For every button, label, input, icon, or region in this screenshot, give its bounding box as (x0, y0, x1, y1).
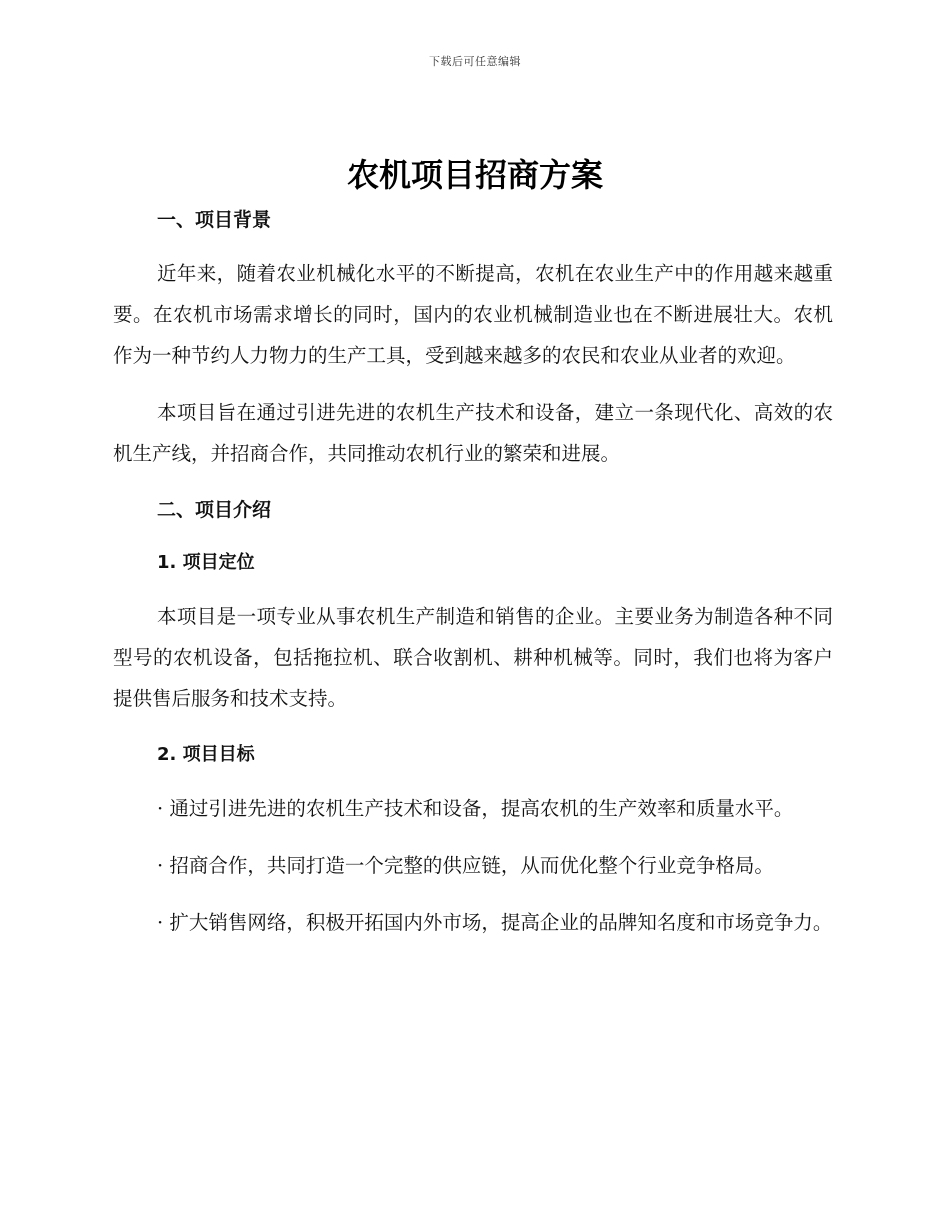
document-title: 农机项目招商方案 (346, 156, 603, 194)
paragraph: 近年来，随着农业机械化水平的不断提高，农机在农业生产中的作用越来越重要。在农机市场需求增长的同时，国内的农业机械制造业也在不断进展壮大。农机作为一种节约人力物力的生产工具，受到越来越多的农民和农业从业者的欢迎。 (113, 262, 833, 367)
goal-item: · 招商合作，共同打造一个完整的供应链，从而优化整个行业竞争格局。 (157, 854, 774, 877)
section-heading-intro: 二、项目介绍 (157, 499, 272, 521)
header-note: 下载后可任意编辑 (429, 55, 521, 68)
subsection-heading-goals: 2. 项目目标 (157, 744, 255, 765)
section-heading-background: 一、项目背景 (157, 209, 272, 231)
paragraph: 本项目是一项专业从事农机生产制造和销售的企业。主要业务为制造各种不同型号的农机设备，包括拖拉机、联合收割机、耕种机械等。同时，我们也将为客户提供售后服务和技术支持。 (113, 605, 833, 710)
paragraph: 本项目旨在通过引进先进的农机生产技术和设备，建立一条现代化、高效的农机生产线，并招商合作，共同推动农机行业的繁荣和进展。 (113, 401, 833, 465)
document-body (113, 200, 833, 943)
subsection-heading-positioning: 1. 项目定位 (157, 552, 255, 573)
goal-item: · 通过引进先进的农机生产技术和设备，提高农机的生产效率和质量水平。 (157, 797, 794, 820)
goal-item: · 扩大销售网络，积极开拓国内外市场，提高企业的品牌知名度和市场竞争力。 (157, 911, 833, 934)
